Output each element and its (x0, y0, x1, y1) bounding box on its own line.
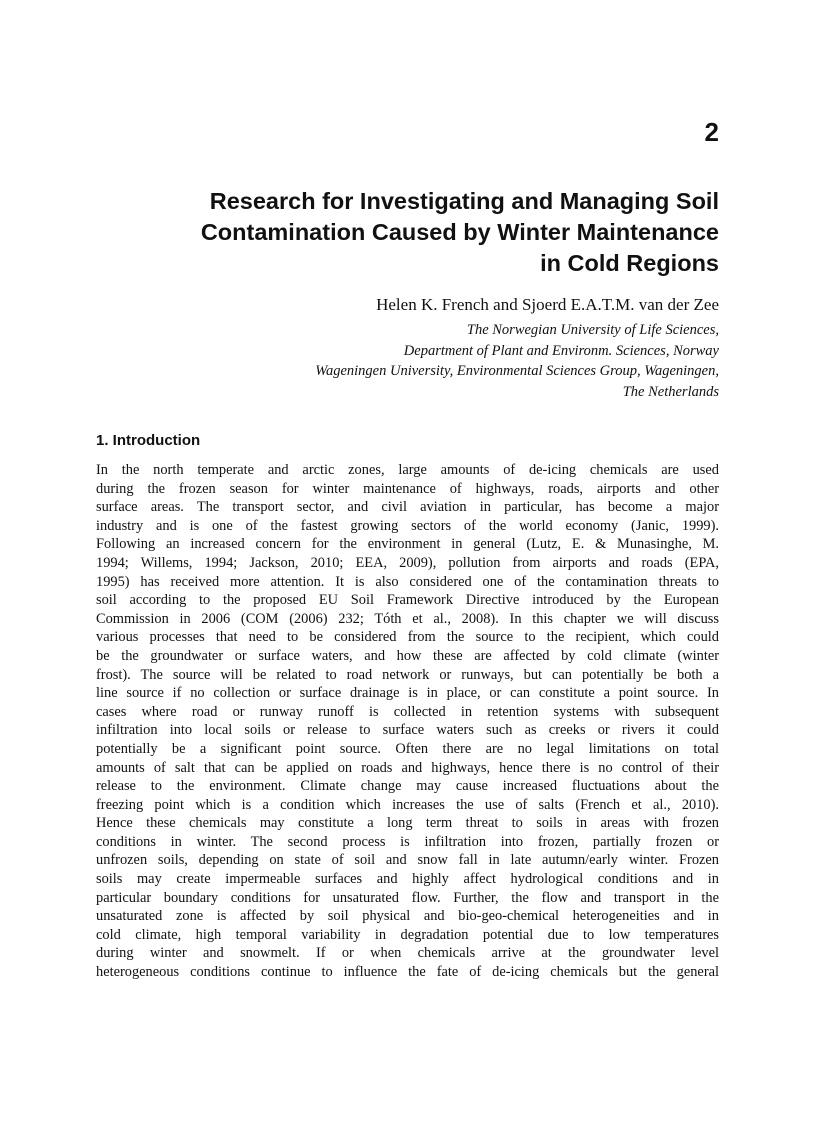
chapter-title-line: Research for Investigating and Managing Soil (209, 188, 719, 214)
body-line: conditions in winter. The second process is infiltration into frozen, partially frozen or (96, 833, 719, 850)
affiliation-line: The Netherlands (622, 383, 719, 400)
body-line: be the groundwater or surface waters, and how these are affected by cold climate (winter (96, 647, 719, 664)
body-line: Hence these chemicals may constitute a long term threat to soils in areas with frozen (96, 815, 719, 832)
body-line: 1994; Willems, 1994; Jackson, 2010; EEA, 2009), pollution from airports and roads (EPA, (96, 554, 719, 571)
body-paragraph (96, 461, 719, 982)
body-line: unfrozen soils, depending on state of soil and snow fall in late autumn/early winter. Frozen (96, 852, 719, 869)
body-line: Following an increased concern for the environment in general (Lutz, E. & Munasinghe, M. (96, 536, 719, 553)
affiliation-line: Department of Plant and Environm. Sciences, Norway (403, 342, 719, 359)
body-line: cases where road or runway runoff is collected in retention systems with subsequent (96, 703, 719, 720)
affiliation-line: The Norwegian University of Life Sciences, (466, 322, 719, 338)
body-line: particular boundary conditions for unsaturated flow. Further, the flow and transport in the (96, 889, 719, 906)
chapter-number: 2 (704, 117, 719, 147)
body-line: release to the environment. Climate change may cause increased fluctuations about the (96, 778, 719, 795)
chapter-title-line: Contamination Caused by Winter Maintenance (200, 219, 719, 245)
body-line: during winter and snowmelt. If or when chemicals arrive at the groundwater level (96, 945, 719, 962)
body-line: surface areas. The transport sector, and civil aviation in particular, has become a major (96, 499, 719, 516)
affiliations (159, 320, 719, 402)
body-line: 1995) has received more attention. It is also considered one of the contamination threats to (96, 573, 719, 590)
body-line: soils may create impermeable surfaces and highly affect hydrological conditions and in (96, 871, 719, 888)
body-line: frost). The source will be related to road network or runways, but can potentially be both a (96, 666, 719, 683)
body-line: amounts of salt that can be applied on roads and highways, hence there is no control of their (96, 759, 719, 776)
body-line: soil according to the proposed EU Soil Framework Directive introduced by the European (96, 592, 719, 609)
body-line: unsaturated zone is affected by soil physical and bio-geo-chemical heterogeneities and in (96, 908, 719, 925)
body-line: freezing point which is a condition which increases the use of salts (French et al., 2010). (96, 796, 719, 813)
body-line: potentially be a significant point source. Often there are no legal limitations on total (96, 740, 719, 757)
body-line: during the frozen season for winter maintenance of highways, roads, airports and other (96, 480, 719, 497)
body-line: heterogeneous conditions continue to influence the fate of de-icing chemicals but the general (96, 964, 719, 981)
section-heading: 1. Introduction (96, 432, 201, 449)
body-line: In the north temperate and arctic zones, large amounts of de-icing chemicals are used (96, 462, 719, 478)
body-line: various processes that need to be considered from the source to the recipient, which could (96, 629, 719, 646)
body-line: cold climate, high temporal variability in degradation potential due to low temperatures (96, 926, 719, 943)
body-line: Commission in 2006 (COM (2006) 232; Tóth et al., 2008). In this chapter we will discuss (96, 610, 719, 627)
chapter-title-line: in Cold Regions (540, 250, 719, 276)
chapter-title (79, 186, 719, 279)
authors: Helen K. French and Sjoerd E.A.T.M. van der Zee (376, 295, 719, 314)
body-line: industry and is one of the fastest growing sectors of the world economy (Janic, 1999). (96, 517, 719, 534)
affiliation-line: Wageningen University, Environmental Sciences Group, Wageningen, (315, 363, 719, 379)
body-line: line source if no collection or surface drainage is in place, or can constitute a point source. In (96, 685, 719, 702)
body-line: infiltration into local soils or release to surface waters such as creeks or rivers it could (96, 722, 719, 739)
